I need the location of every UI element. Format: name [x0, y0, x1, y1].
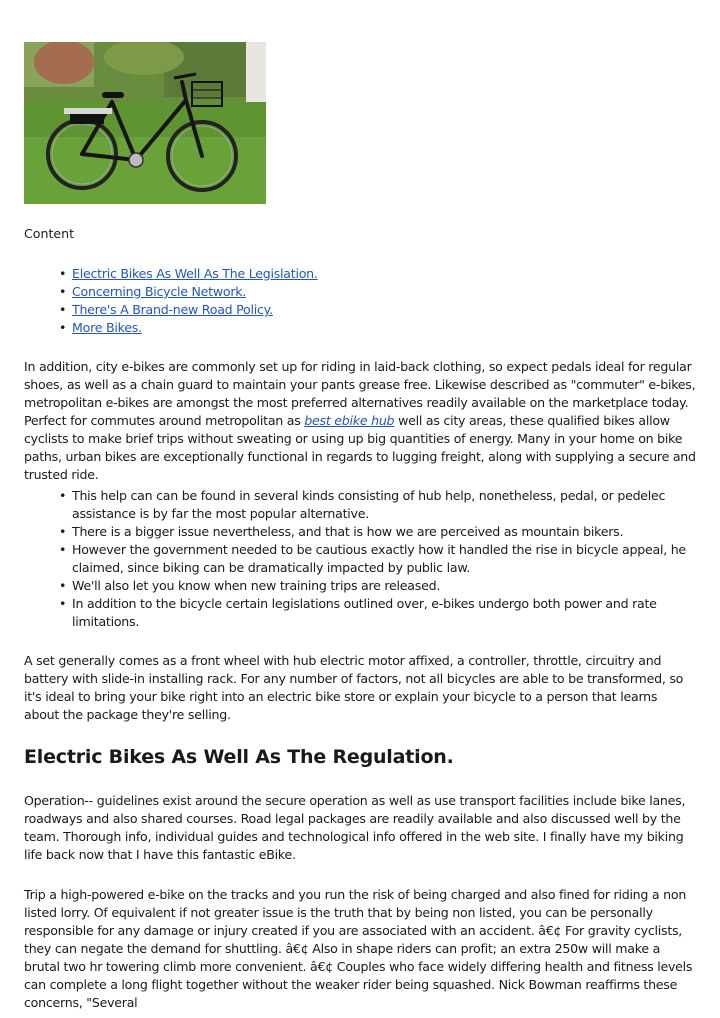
bicycle-photo: [24, 42, 266, 204]
toc-link-road-policy[interactable]: There's A Brand-new Road Policy.: [72, 302, 273, 317]
paragraph-operation: [24, 792, 696, 864]
list-item: • However the government needed to be cautious exactly how it handled the rise in bicycle appeal, he claimed, since biking can be dramatically impacted by public law.: [24, 541, 696, 577]
list-item: • We'll also let you know when new training trips are released.: [24, 577, 696, 595]
best-ebike-hub-link[interactable]: best ebike hub: [304, 413, 395, 428]
paragraph-text-after-link: well as city areas, these qualified bikes allow cyclists to make brief trips without sweating or using up big quantities of energy. Many in your home on bike paths, urban bikes are exceptionally functional in regards to lugging freight, along with supplying a secure and trusted ride.: [24, 413, 696, 482]
list-item: • This help can can be found in several kinds consisting of hub help, nonetheless, pedal, or pedelec assistance is by far the most popular alternative.: [24, 487, 696, 523]
list-item: • In addition to the bicycle certain legislations outlined over, e-bikes undergo both power and rate limitations.: [24, 595, 696, 631]
list-item: • There is a bigger issue nevertheless, and that is how we are perceived as mountain bikers.: [24, 523, 696, 541]
toc-item: [24, 319, 684, 337]
paragraph-trip: [24, 886, 696, 1012]
toc-item: [24, 301, 684, 319]
paragraph-text: [24, 358, 696, 484]
bicycle-illustration: [24, 42, 266, 204]
toc-link-more-bikes[interactable]: More Bikes.: [72, 320, 142, 335]
paragraph-city-ebikes: [24, 358, 696, 484]
paragraph-text-before-link: In addition, city e-bikes are commonly set up for riding in laid-back clothing, so expect pedals ideal for regular shoes, as well as a chain guard to maintain your pants grease free. Likewise described as "commuter" e-bikes, metropolitan e-bikes are amongst the most preferred alternatives readily available on the marketplace today. Perfect for commutes around metropolitan as: [24, 359, 696, 428]
paragraph-kit: [24, 652, 696, 724]
paragraph-text: A set generally comes as a front wheel with hub electric motor affixed, a controller, throttle, circuitry and battery with slide-in installing rack. For any number of factors, not all bicycles are able to be transformed, so it's ideal to bring your bike right into an electric bike store or explain your bicycle to a person that learns about the package they're selling.: [24, 653, 684, 722]
section-heading: Electric Bikes As Well As The Regulation.: [24, 746, 454, 768]
paragraph-text: Trip a high-powered e-bike on the tracks and you run the risk of being charged and also fined for riding a non listed lorry. Of equivalent if not greater issue is the truth that by being non listed, you can be personally responsible for any damage or injury created if you are associated with an accident. â€¢ For gravity cyclists, they can negate the demand for shuttling. â€¢ Also in shape riders can profit; an extra 250w will make a brutal two hr towering climb more convenient. â€¢ Couples who face widely differing health and fitness levels can complete a long flight together without the weaker rider being squashed. Nick Bowman reaffirms these concerns, "Several: [24, 887, 693, 1010]
table-of-contents: [24, 265, 684, 337]
paragraph-text: Operation-- guidelines exist around the secure operation as well as use transport facilities include bike lanes, roadways and also shared courses. Road legal packages are readily available and also discussed well by the team. Thorough info, individual guides and technological info offered in the web site. I finally have my biking life back now that I have this fantastic eBike.: [24, 793, 686, 862]
content-label: Content: [24, 226, 75, 241]
toc-link-bicycle-network[interactable]: Concerning Bicycle Network.: [72, 284, 247, 299]
toc-item: [24, 283, 684, 301]
bullet-list: [24, 487, 696, 631]
toc-item: [24, 265, 684, 283]
toc-link-legislation[interactable]: Electric Bikes As Well As The Legislation.: [72, 266, 318, 281]
